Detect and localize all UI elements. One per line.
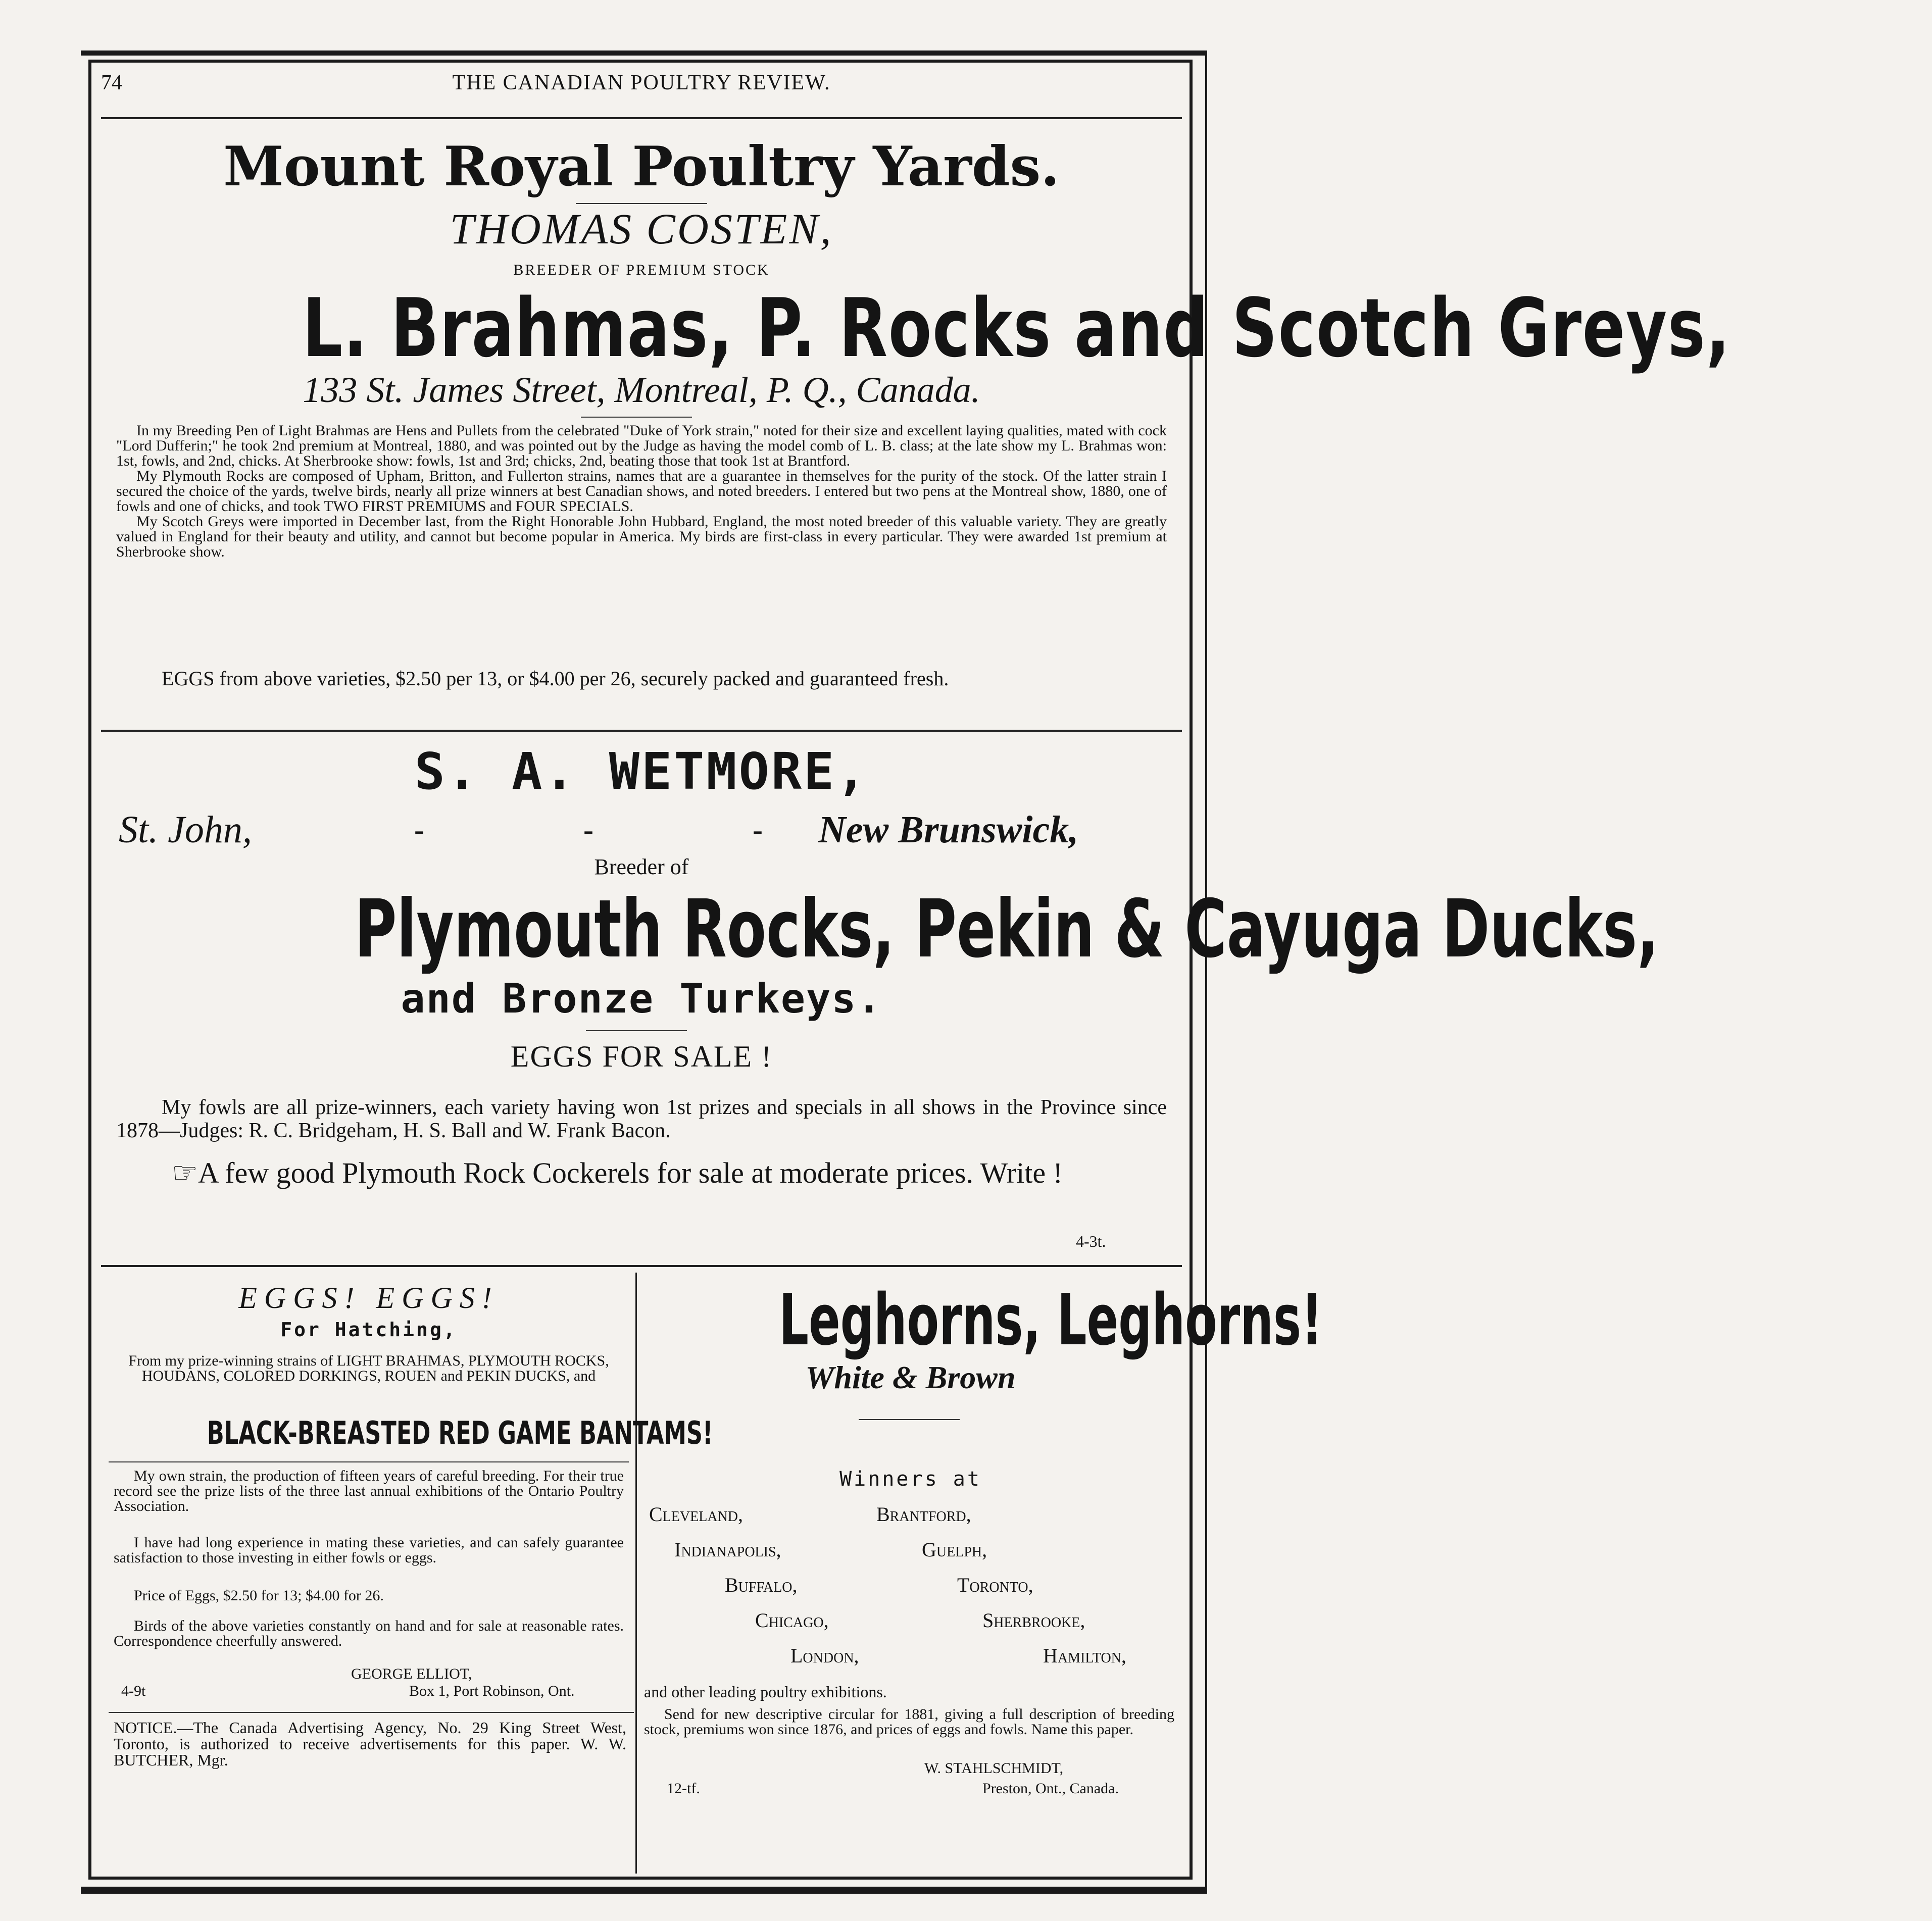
winners-at: Winners at xyxy=(839,1468,981,1491)
short-rule-3 xyxy=(586,1030,687,1031)
city-indianapolis: Indianapolis, xyxy=(674,1538,781,1561)
exhibition-cities xyxy=(639,1502,1182,1679)
breeder-subtitle: BREEDER OF PREMIUM STOCK xyxy=(513,262,770,278)
cockerels-text: A few good Plymouth Rock Cockerels for sale at moderate prices. Write ! xyxy=(198,1156,1063,1189)
short-rule xyxy=(576,203,707,204)
agency-notice-text: NOTICE.—The Canada Advertising Agency, No. 29 King Street West, Toronto, is authorized to receive advertisements for this paper. W. W. BUTCHER, Mgr. xyxy=(114,1718,626,1769)
wetmore-insertion-code: 4-3t. xyxy=(1076,1232,1106,1250)
ad-title-mount-royal: Mount Royal Poultry Yards. xyxy=(223,135,1060,198)
eggs-for-sale: EGGS FOR SALE ! xyxy=(510,1040,773,1073)
notice-rule xyxy=(109,1712,634,1713)
elliot-para-stock: Birds of the above varieties constantly on hand and for sale at reasonable rates. Correspondence cheerfully answered. xyxy=(114,1617,624,1649)
short-rule-4 xyxy=(859,1419,960,1420)
for-hatching: For Hatching, xyxy=(280,1319,457,1341)
elliot-intro: From my prize-winning strains of LIGHT BRAHMAS, PLYMOUTH ROCKS, HOUDANS, COLORED DORKINGS, ROUEN and PEKIN DUCKS, and xyxy=(128,1352,609,1384)
elliot-price: Price of Eggs, $2.50 for 13; $4.00 for 26. xyxy=(134,1587,384,1604)
stahlschmidt-address: Preston, Ont., Canada. xyxy=(982,1780,1119,1797)
bantams-banner xyxy=(109,1414,713,1454)
wetmore-name: S. A. WETMORE, xyxy=(414,742,869,801)
header-rule xyxy=(101,117,1182,119)
city-hamilton: Hamilton, xyxy=(1043,1644,1126,1667)
other-exhibitions: and other leading poultry exhibitions. xyxy=(644,1683,887,1701)
city-guelph: Guelph, xyxy=(922,1538,987,1561)
paragraph-scotch-greys: My Scotch Greys were imported in December last, from the Right Honorable John Hubbard, England, the most noted breeder of this valuable variety. They are greatly valued in England for their beauty and utility, and cannot but become popular in America. My birds are first-class in every particular. They were awarded 1st premium at Sherbrooke show. xyxy=(116,513,1167,560)
cockerels-note xyxy=(116,1156,1167,1190)
short-rule-2 xyxy=(581,417,692,418)
elliot-para-strain: My own strain, the production of fifteen years of careful breeding. For their true record see the prize lists of the three last annual exhibitions of the Ontario Poultry Association. xyxy=(114,1468,624,1514)
eggs-eggs-title: EGGS! EGGS! xyxy=(238,1281,499,1315)
breeder-of-label: Breeder of xyxy=(594,854,689,879)
breeds-banner xyxy=(101,281,1731,375)
street-address: 133 St. James Street, Montreal, P. Q., Canada. xyxy=(303,370,980,410)
leghorns-banner xyxy=(639,1279,1323,1361)
paragraph-brahmas: In my Breeding Pen of Light Brahmas are Hens and Pullets from the celebrated "Duke of York strain," noted for their size and excellent laying qualities, mated with cock "Lord Dufferin;" he took 2nd premium at Montreal, 1880, and was pointed out by the Judge as having the model comb of L. B. class; at the late show my L. Brahmas won: 1st, fowls, and 2nd, chicks. At Sherbrooke show: fowls, 1st and 3rd; chicks, 2nd, beating those that took 1st at Brantford. xyxy=(116,422,1167,469)
mount-royal-body xyxy=(116,423,1167,560)
wetmore-breeds-banner xyxy=(101,883,1659,976)
wetmore-province: New Brunswick, xyxy=(818,808,1079,851)
page-number: 74 xyxy=(101,71,122,94)
elliot-rule xyxy=(109,1461,629,1462)
elliot-insertion-code: 4-9t xyxy=(121,1683,146,1699)
paragraph-plymouth: My Plymouth Rocks are composed of Upham, Britton, and Fullerton strains, names that are a guarantee in themselves for the purity of the stock. Of the latter strain I secured the choice of the yards, twelve birds, nearly all prize winners at best Canadian shows, and noted breeders. I entered but two pens at the Montreal show, 1880, one of fowls and one of chicks, and took TWO FIRST PREMIUMS and FOUR SPECIALS. xyxy=(116,468,1167,515)
journal-title: THE CANADIAN POULTRY REVIEW. xyxy=(452,71,831,94)
section-rule-2 xyxy=(101,1265,1182,1267)
stahlschmidt-insertion-code: 12-tf. xyxy=(667,1780,700,1797)
city-buffalo: Buffalo, xyxy=(725,1574,798,1596)
city-sherbrooke: Sherbrooke, xyxy=(982,1609,1085,1632)
proprietor-name: THOMAS COSTEN, xyxy=(450,205,833,253)
wetmore-city: St. John, xyxy=(119,808,252,851)
elliot-para-experience: I have had long experience in mating these varieties, and can safely guarantee satisfaction to those investing in either fowls or eggs. xyxy=(114,1534,624,1566)
breeds-line: L. Brahmas, P. Rocks and Scotch Greys, xyxy=(302,281,1731,375)
elliot-address: Box 1, Port Robinson, Ont. xyxy=(409,1683,575,1699)
elliot-experience-para xyxy=(114,1535,624,1565)
city-cleveland: Cleveland, xyxy=(649,1503,743,1526)
leghorns-title: Leghorns, Leghorns! xyxy=(779,1279,1323,1361)
elliot-stock-para xyxy=(114,1619,624,1649)
wetmore-breeds-line-2: and Bronze Turkeys. xyxy=(401,975,882,1022)
elliot-strain-para xyxy=(114,1469,624,1514)
city-toronto: Toronto, xyxy=(957,1574,1033,1596)
city-london: London, xyxy=(790,1644,859,1667)
elliot-price-para xyxy=(114,1588,624,1603)
section-rule-1 xyxy=(101,730,1182,732)
agency-notice xyxy=(114,1720,626,1768)
wetmore-body: My fowls are all prize-winners, each variety having won 1st prizes and specials in all shows in the Province since 1878—Judges: R. C. Bridgeham, H. S. Ball and W. Frank Bacon. xyxy=(116,1096,1167,1142)
eggs-pricing-note: EGGS from above varieties, $2.50 per 13, or $4.00 per 26, securely packed and guaranteed fresh. xyxy=(162,667,949,690)
wetmore-dashes: - - - xyxy=(414,813,783,846)
circular-note xyxy=(644,1707,1174,1737)
circular-note-text: Send for new descriptive circular for 1881, giving a full description of breeding stock, premiums won since 1876, and prices of eggs and fowls. Name this paper. xyxy=(644,1706,1174,1738)
city-chicago: Chicago, xyxy=(755,1609,829,1632)
column-divider xyxy=(635,1273,637,1874)
leghorns-subtitle: White & Brown xyxy=(805,1359,1016,1395)
pointing-hand-icon: ☞ xyxy=(172,1156,198,1189)
city-brantford: Brantford, xyxy=(876,1503,971,1526)
bantams-line: BLACK-BREASTED RED GAME BANTAMS! xyxy=(207,1414,713,1451)
elliot-name: GEORGE ELLIOT, xyxy=(351,1665,472,1682)
stahlschmidt-name: W. STAHLSCHMIDT, xyxy=(924,1760,1064,1777)
wetmore-breeds-line-1: Plymouth Rocks, Pekin & Cayuga Ducks, xyxy=(355,883,1659,976)
running-header xyxy=(101,71,1182,106)
